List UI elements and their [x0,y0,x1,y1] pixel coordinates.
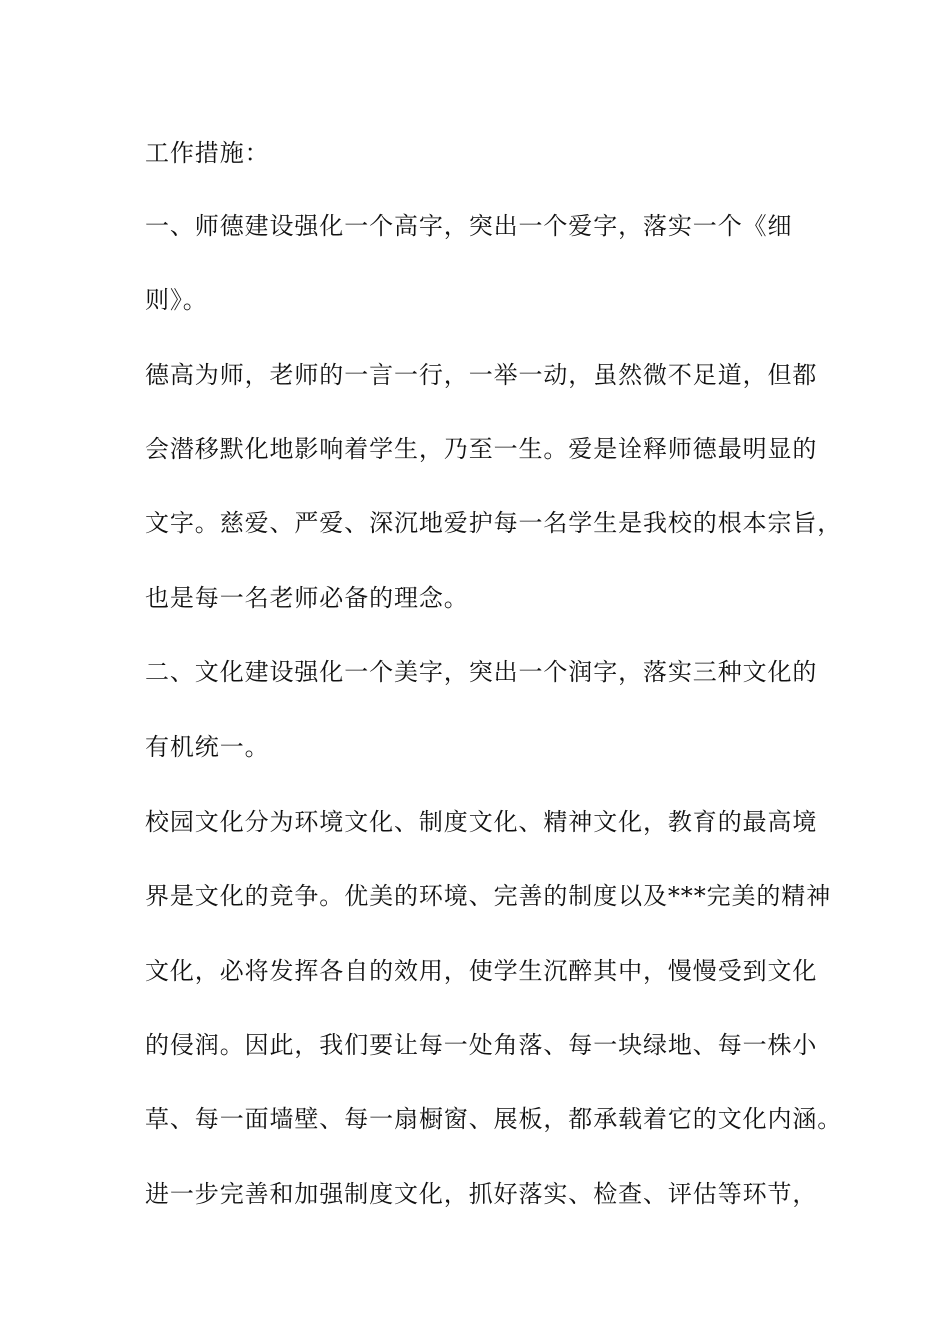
section-heading-teacher-ethics: 一、师德建设强化一个高字，突出一个爱字，落实一个《细 [145,212,793,240]
paragraph-line: 进一步完善和加强制度文化，抓好落实、检查、评估等环节， [145,1180,818,1208]
paragraph-line: 的侵润。因此，我们要让每一处角落、每一块绿地、每一株小 [145,1031,818,1059]
paragraph-line: 也是每一名老师必备的理念。 [145,584,469,612]
paragraph-line: 草、每一面墙壁、每一扇橱窗、展板，都承载着它的文化内涵。 [145,1105,843,1133]
paragraph-line: 会潜移默化地影响着学生，乃至一生。爱是诠释师德最明显的 [145,435,818,463]
section-heading-work-measures: 工作措施： [145,139,270,167]
paragraph-line: 文字。慈爱、严爱、深沉地爱护每一名学生是我校的根本宗旨， [145,509,843,537]
paragraph-line: 界是文化的竞争。优美的环境、完善的制度以及***完美的精神 [145,882,832,910]
paragraph-line: 文化，必将发挥各自的效用，使学生沉醉其中，慢慢受到文化 [145,957,818,985]
section-heading-teacher-ethics-cont: 则》。 [145,286,208,314]
section-heading-culture: 二、文化建设强化一个美字，突出一个润字，落实三种文化的 [145,658,818,686]
paragraph-line: 校园文化分为环境文化、制度文化、精神文化，教育的最高境 [145,808,818,836]
paragraph-line: 德高为师，老师的一言一行，一举一动，虽然微不足道，但都 [145,361,818,389]
section-heading-culture-cont: 有机统一。 [145,733,270,761]
